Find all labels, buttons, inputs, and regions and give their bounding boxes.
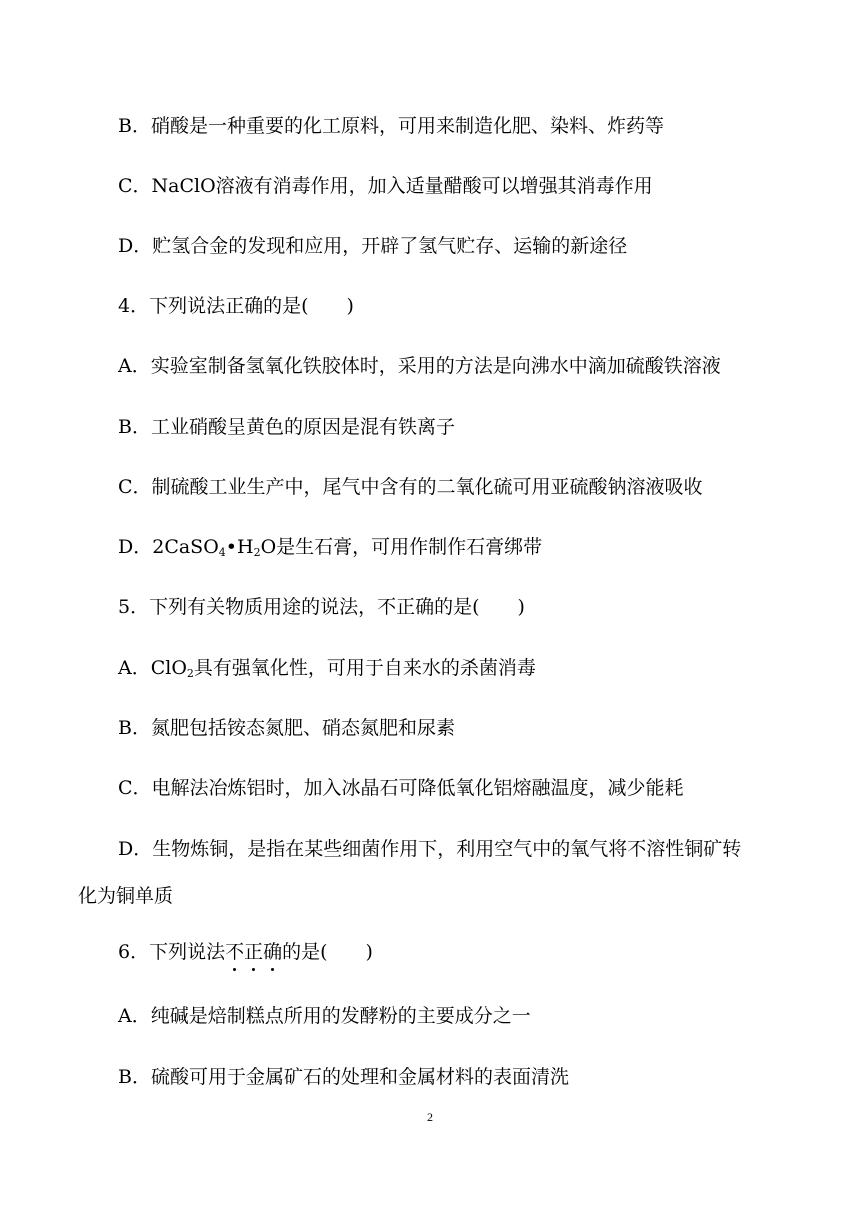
emphasis-char-1: 不 bbox=[225, 941, 245, 963]
q4-option-d-suffix: O是生石膏，可用作制作石膏绑带 bbox=[260, 536, 543, 558]
q6-stem-prefix: 6．下列说法 bbox=[118, 941, 226, 963]
q5-option-a bbox=[118, 656, 536, 680]
q6-stem-suffix: 的是( ) bbox=[282, 941, 373, 963]
q5-option-a-sub: 2 bbox=[186, 667, 194, 680]
q5-option-b: B．氮肥包括铵态氮肥、硝态氮肥和尿素 bbox=[118, 717, 455, 739]
q4-option-d-sub2: 2 bbox=[253, 546, 261, 559]
q4-option-d-prefix: D．2CaSO bbox=[118, 536, 219, 558]
q3-option-b: B．硝酸是一种重要的化工原料，可用来制造化肥、染料、炸药等 bbox=[118, 115, 664, 137]
q5-option-a-prefix: A．ClO bbox=[118, 657, 187, 679]
q6-stem-emphasis bbox=[225, 941, 282, 963]
q4-stem: 4．下列说法正确的是( ) bbox=[118, 295, 354, 317]
q5-option-c: C．电解法冶炼铝时，加入冰晶石可降低氧化铝熔融温度，减少能耗 bbox=[118, 777, 684, 799]
q3-option-d: D．贮氢合金的发现和应用，开辟了氢气贮存、运输的新途径 bbox=[118, 235, 628, 257]
q5-stem: 5．下列有关物质用途的说法，不正确的是( ) bbox=[118, 596, 525, 618]
q4-option-c: C．制硫酸工业生产中，尾气中含有的二氧化硫可用亚硫酸钠溶液吸收 bbox=[118, 476, 703, 498]
emphasis-char-3: 确 bbox=[263, 941, 283, 963]
q4-option-d bbox=[118, 535, 542, 559]
q6-option-a: A．纯碱是焙制糕点所用的发酵粉的主要成分之一 bbox=[118, 1005, 531, 1027]
q6-stem bbox=[118, 940, 373, 964]
q5-option-a-suffix: 具有强氧化性，可用于自来水的杀菌消毒 bbox=[193, 657, 536, 679]
q3-option-c: C．NaClO溶液有消毒作用，加入适量醋酸可以增强其消毒作用 bbox=[118, 175, 653, 197]
q4-option-b: B．工业硝酸呈黄色的原因是混有铁离子 bbox=[118, 416, 455, 438]
q4-option-d-mid: •H bbox=[225, 536, 254, 558]
q5-option-d-line1: D．生物炼铜，是指在某些细菌作用下，利用空气中的氧气将不溶性铜矿转 bbox=[118, 838, 742, 860]
q4-option-d-sub1: 4 bbox=[218, 546, 226, 559]
q6-option-b: B．硫酸可用于金属矿石的处理和金属材料的表面清洗 bbox=[118, 1066, 569, 1088]
page-number: 2 bbox=[427, 1110, 433, 1124]
q5-option-d-line2: 化为铜单质 bbox=[78, 885, 174, 907]
emphasis-char-2: 正 bbox=[244, 941, 264, 963]
q4-option-a: A．实验室制备氢氧化铁胶体时，采用的方法是向沸水中滴加硫酸铁溶液 bbox=[118, 355, 721, 377]
